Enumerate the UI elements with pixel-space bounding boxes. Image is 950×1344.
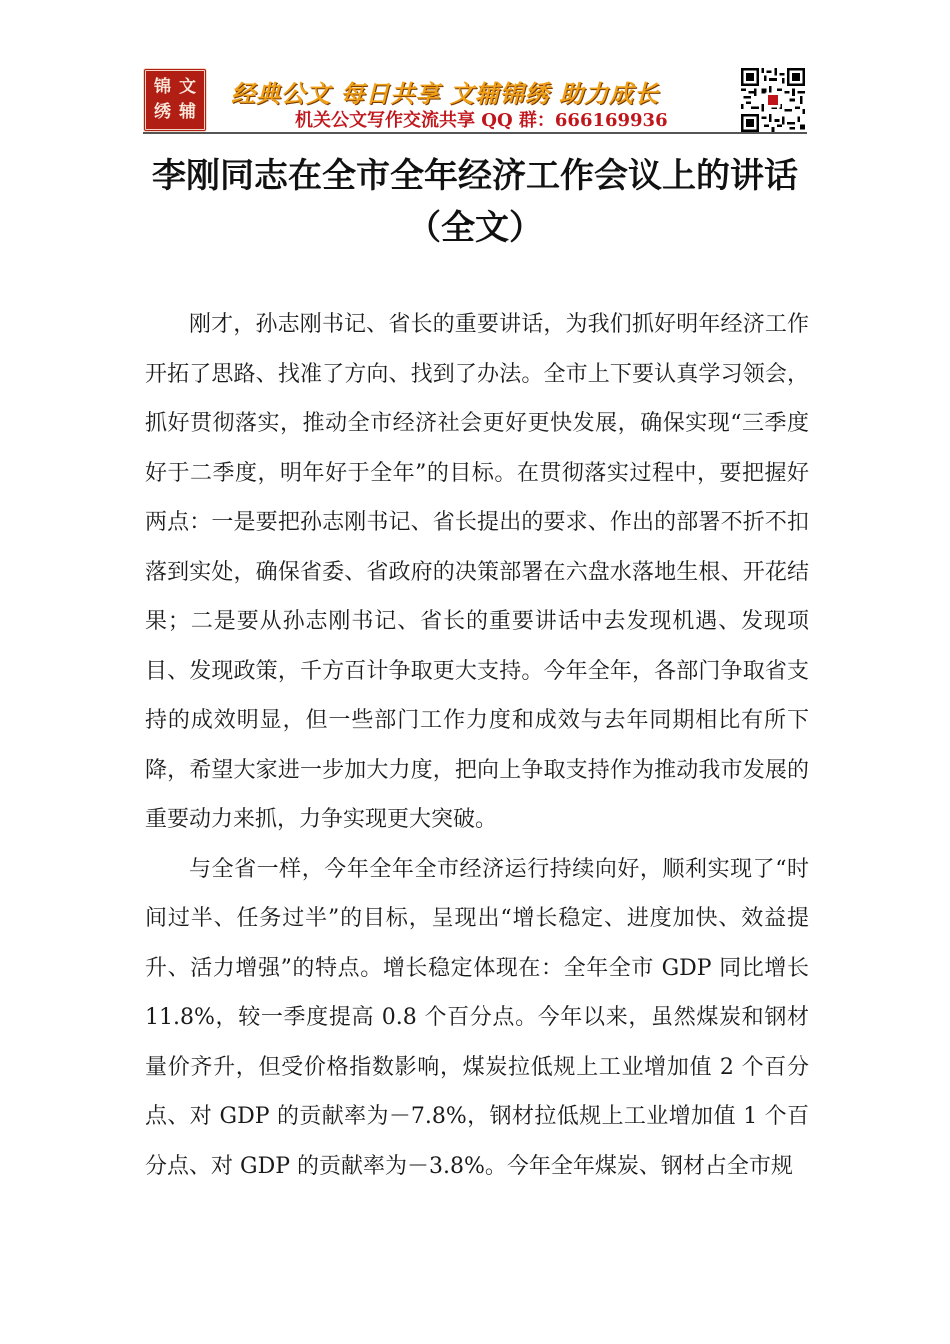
page-title: 李刚同志在全市全年经济工作会议上的讲话（全文）: [152, 156, 798, 248]
header-divider: [143, 132, 807, 134]
seal-char: 辅: [179, 102, 196, 122]
seal-char: 绣: [154, 102, 171, 122]
qr-code-icon: [741, 68, 805, 132]
header-banner: [143, 68, 807, 134]
header-slogan: 经典公文 每日共享 文辅锦绣 助力成长: [231, 80, 660, 108]
seal-char: 锦: [154, 77, 171, 97]
qq-group-line: 机关公文写作交流共享 QQ 群：666169936: [295, 110, 668, 131]
document-body: [145, 300, 809, 1191]
paragraph: 刚才，孙志刚书记、省长的重要讲话，为我们抓好明年经济工作开拓了思路、找准了方向、找到了办法。全市上下要认真学习领会，抓好贯彻落实，推动全市经济社会更好更快发展，确保实现“三季度好于二季度，明年好于全年”的目标。在贯彻落实过程中，要把握好两点：一是要把孙志刚书记、省长提出的要求、作出的部署不折不扣落到实处，确保省委、省政府的决策部署在六盘水落地生根、开花结果；二是要从孙志刚书记、省长的重要讲话中去发现机遇、发现项目、发现政策，千方百计争取更大支持。今年全年，各部门争取省支持的成效明显，但一些部门工作力度和成效与去年同期相比有所下降，希望大家进一步加大力度，把向上争取支持作为推动我市发展的重要动力来抓，力争实现更大突破。: [145, 312, 809, 832]
seal-char: 文: [179, 77, 196, 97]
seal-logo: [143, 68, 207, 132]
paragraph: 与全省一样，今年全年全市经济运行持续向好，顺利实现了“时间过半、任务过半”的目标，呈现出“增长稳定、进度加快、效益提升、活力增强”的特点。增长稳定体现在：全年全市 GDP 同比增长 11.8%，较一季度提高 0.8 个百分点。今年以来，虽然煤炭和钢材量价齐升，但受价格指数影响，煤炭拉低规上工业增加值 2 个百分点、对 GDP 的贡献率为－7.8%，钢材拉低规上工业增加值 1 个百分点、对 GDP 的贡献率为－3.8%。今年全年煤炭、钢材占全市规: [145, 856, 809, 1179]
